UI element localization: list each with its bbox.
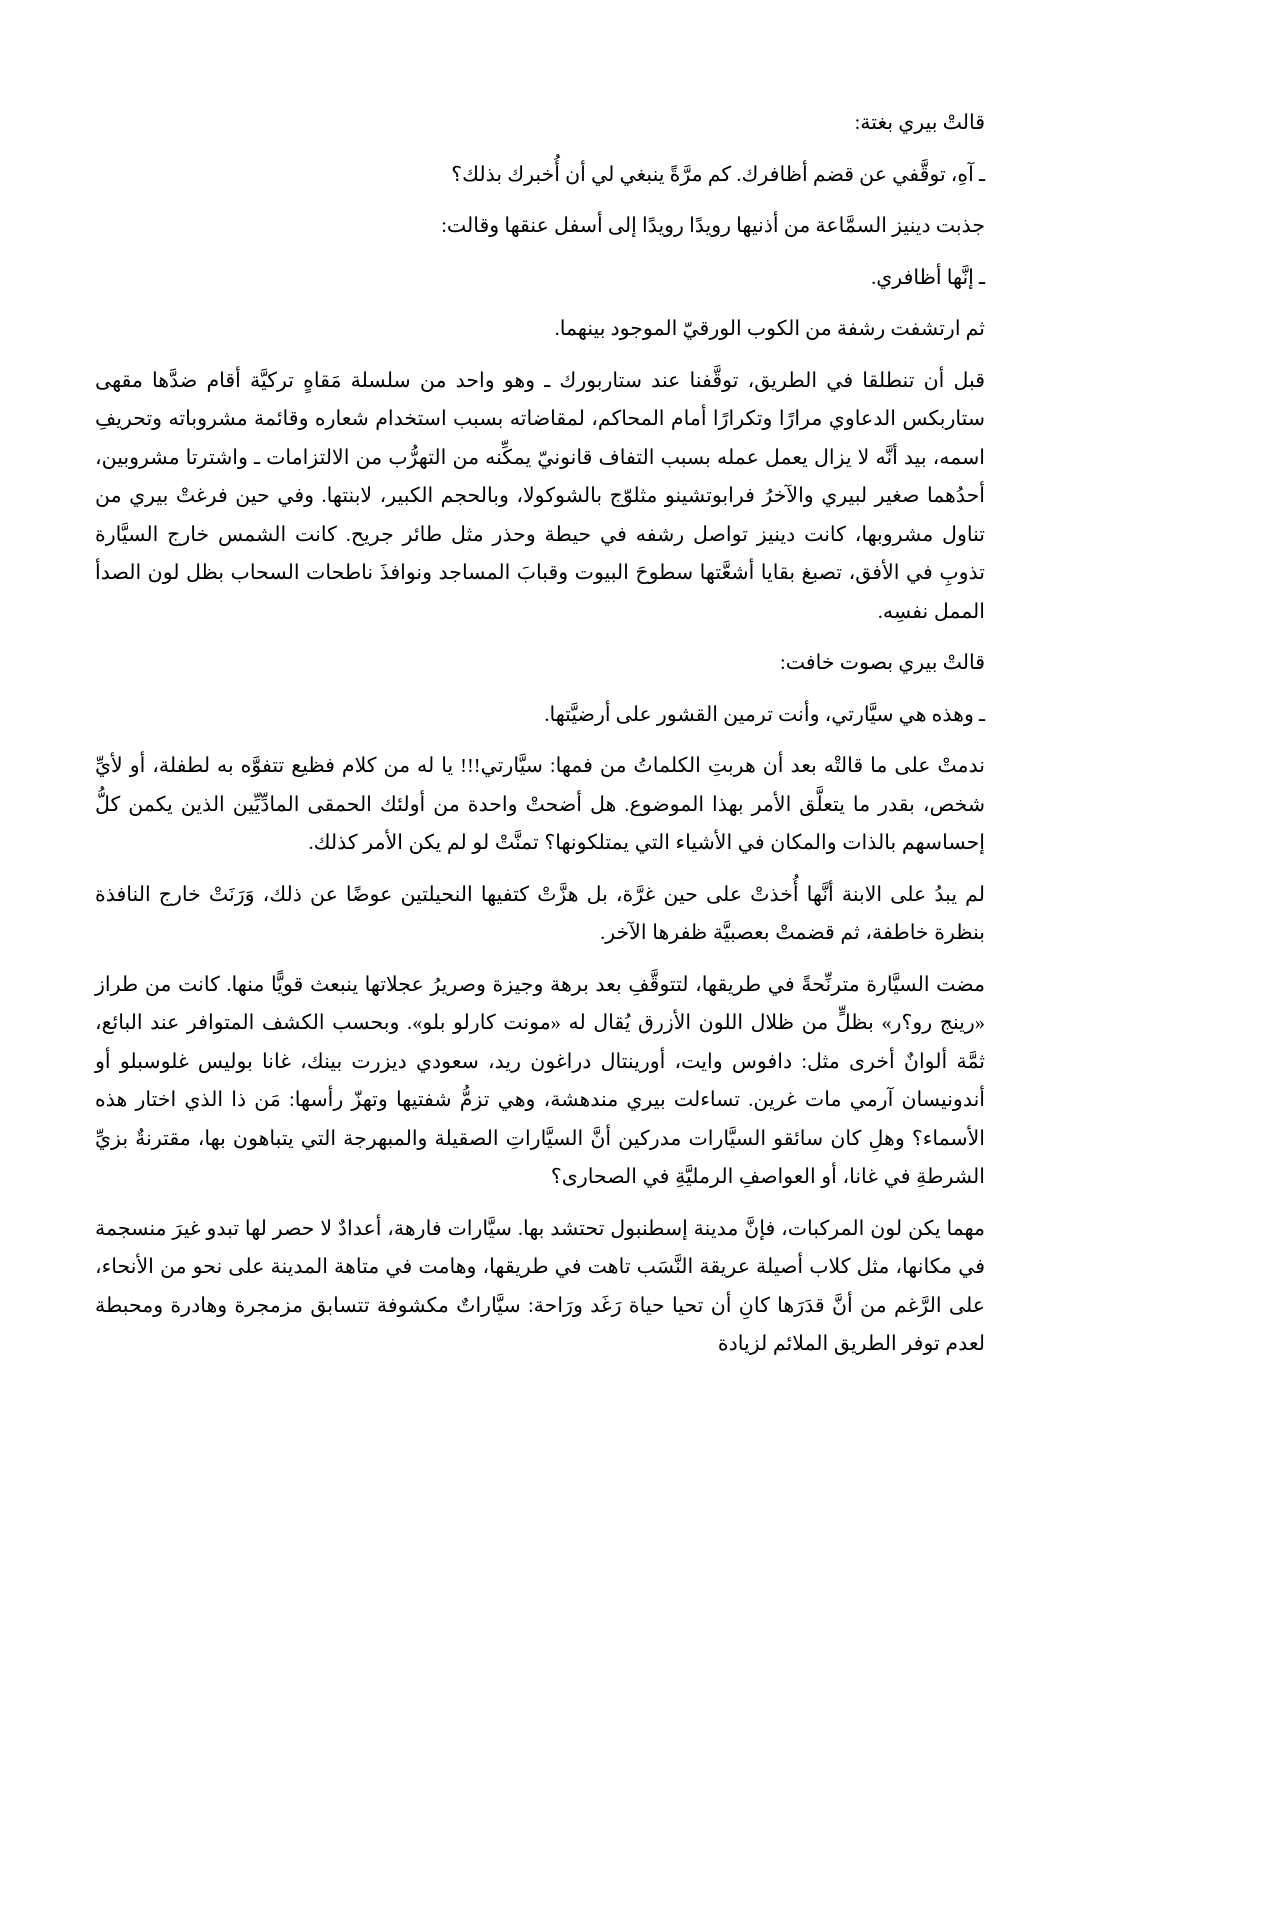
text-column <box>95 104 985 1377</box>
paragraph-dialogue-2: ـ إنَّها أظافري. <box>871 266 985 289</box>
paragraph-dialogue-1: ـ آهِ، توقَّفي عن قضم أظافرك. كم مرَّةً ينبغي لي أن أُخبرك بذلك؟ <box>451 163 985 186</box>
paragraph-narrative-short-1: جذبت دينيز السمَّاعة من أذنيها رويدًا رويدًا إلى أسفل عنقها وقالت: <box>441 215 985 237</box>
paragraph-narrative-starbucks: قبل أن تنطلقا في الطريق، توقَّفنا عند ستاربورك ـ وهو واحد من سلسلة مَقاهٍ تركيَّة أقام ضدَّها مقهى ستاربكس الدعاوي مرارًا وتكرارًا أمام المحاكم، لمقاضاته بسبب استخدام شعاره وقائمة مشروباته وتحريفِ اسمه، بيد أنَّه لا يزال يعمل عمله بسبب التفاف قانونيّ يمكِّنه من التهرُّب من الالتزامات ـ واشترتا مشروبين، أحدُهما صغير لبيري والآخرُ فرابوتشينو مثلوّج بالشوكولا، وبالحجم الكبير، لابنتها. وفي حين فرغتْ بيري من تناول مشروبها، كانت دينيز تواصل رشفه في حيطة وحذر مثل طائر جريح. كانت الشمس خارج السيَّارة تذوبِ في الأفق، تصبغ بقايا أشعَّتها سطوحَ البيوت وقبابَ المساجد ونوافذَ ناطحات السحاب بظل لون الصدأ الممل نفسِه. <box>95 369 985 623</box>
paragraph-narrative-istanbul: مهما يكن لون المركبات، فإنَّ مدينة إسطنبول تحتشد بها. سيَّارات فارهة، أعدادٌ لا حصر لها تبدو غيرَ منسجمة في مكانها، مثل كلاب أصيلة عريقة النَّسَب تاهت في طريقها، وهامت في متاهة المدينة على نحو من الأنحاء، على الرَّغم من أنَّ قدَرَها كانِ أن تحيا حياة رَغَد ورَاحة: سيَّاراتٌ مكشوفة تتسابق مزمجرة وهادرة ومحبطة لعدم توفر الطريق الملائم لزيادة <box>95 1217 985 1355</box>
paragraph-narrative-short-2: ثم ارتشفت رشفة من الكوب الورقيّ الموجود بينهما. <box>554 318 985 340</box>
paragraph-narrative-daughter: لم يبدُ على الابنة أنَّها أُخذتْ على حين غرَّة، بل هزَّتْ كتفيها النحيلتين عوضًا عن ذلك، وَرَنَتْ خارج النافذة بنظرة خاطفة، ثم قضمتْ بعصبيَّة ظفرها الآخر. <box>95 883 985 944</box>
paragraph-narrative-regret: ندمتْ على ما قالتْه بعد أن هربتِ الكلماتُ من فمها: سيَّارتي!!! يا له من كلام فظيع تتفوَّه به لطفلة، أو لأيِّ شخص، بقدر ما يتعلَّق الأمر بهذا الموضوع. هل أضحتْ واحدة من أولئك الحمقى المادِّيِّين الذين يكمن كلُّ إحساسهم بالذات والمكان في الأشياء التي يمتلكونها؟ تمنَّتْ لو لم يكن الأمر كذلك. <box>95 755 985 854</box>
paragraph-narrative-car: مضت السيَّارة مترنِّحةً في طريقها، لتتوقَّفِ بعد برهة وجيزة وصريرُ عجلاتها ينبعث قويًّا منها. كانت من طراز «رينج رو؟ر» بظلٍّ من ظلال اللون الأزرق يُقال له «مونت كارلو بلو». وبحسب الكشف المتوافر عند البائع، ثمَّة ألوانٌ أخرى مثل: دافوس وايت، أورينتال دراغون ريد، سعودي ديزرت بينك، غانا بوليس غلوسبلو أو أندونيسان آرمي مات غرين. تساءلت بيري مندهشة، وهي تزمُّ شفتيها وتهزّ رأسها: مَن ذا الذي اختار هذه الأسماء؟ وهلِ كان سائقو السيَّارات مدركين أنَّ السيَّاراتِ الصقيلة والمبهرجة التي يتباهون بها، مقترنةٌ بزيِّ الشرطةِ في غانا، أو العواصفِ الرمليَّةِ في الصحارى؟ <box>95 973 985 1188</box>
paragraph-dialogue-intro-1: قالتْ بيري بغتة: <box>854 112 985 134</box>
paragraph-narrative-short-3: قالتْ بيري بصوت خافت: <box>780 652 985 674</box>
paragraph-dialogue-3: ـ وهذه هي سيَّارتي، وأنت ترمين القشور على أرضيَّتها. <box>544 703 985 726</box>
